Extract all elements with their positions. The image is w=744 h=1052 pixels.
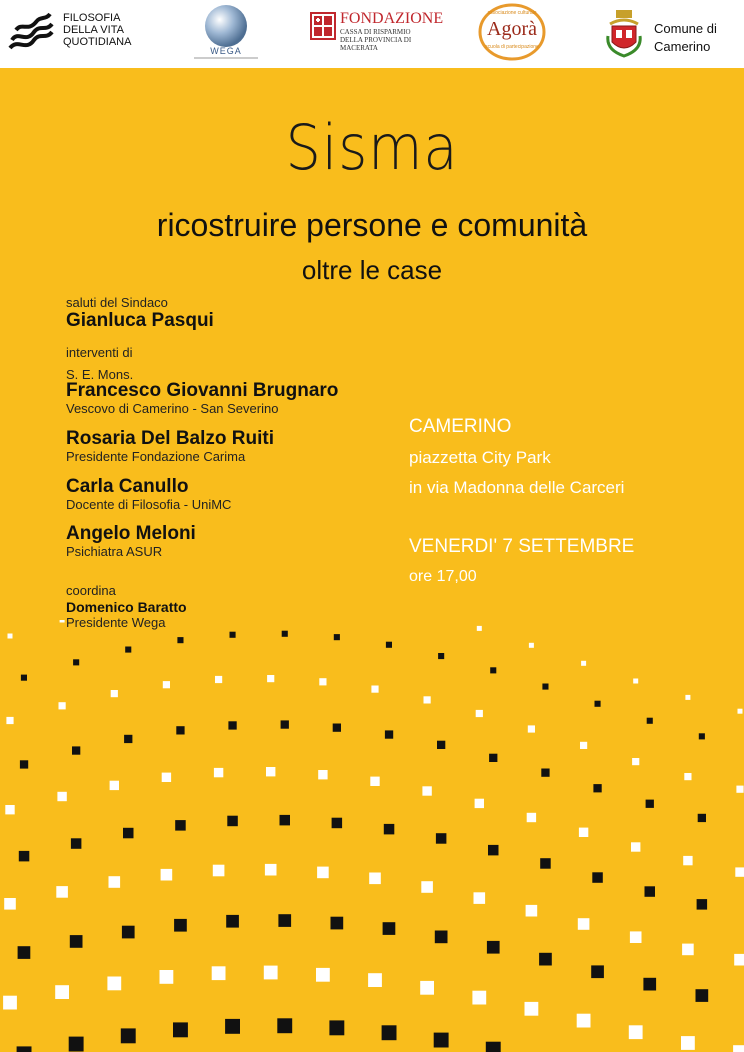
wave-dot (383, 922, 396, 935)
wave-dot (472, 991, 486, 1005)
wave-dot (21, 675, 27, 681)
wave-dot (6, 717, 13, 724)
wave-dot (264, 966, 278, 980)
wave-dot (334, 634, 340, 640)
wave-dot (317, 867, 329, 879)
wave-dot (386, 642, 392, 648)
comune-logo (604, 6, 734, 62)
wave-dot (683, 856, 692, 865)
wave-dot (591, 965, 604, 978)
wave-dot (422, 786, 431, 795)
wave-dot (72, 746, 80, 754)
coordina-name: Domenico Baratto (66, 599, 187, 615)
agora-top: associazione culturale (487, 10, 537, 16)
wave-dot (267, 675, 274, 682)
wave-dot (55, 985, 69, 999)
wave-dot (382, 1025, 397, 1040)
wave-dot (123, 828, 134, 839)
wave-dot (230, 632, 236, 638)
speaker2-name: Rosaria Del Balzo Ruiti (66, 428, 274, 449)
wave-dot (73, 659, 79, 665)
wave-dot (593, 784, 601, 792)
wave-dot (278, 914, 291, 927)
wave-dot (541, 769, 549, 777)
wave-dot (696, 989, 709, 1002)
wave-dot (161, 869, 173, 881)
wave-dot (421, 881, 433, 893)
wave-dot (733, 1045, 744, 1052)
wave-dot (643, 978, 656, 991)
wave-dot (125, 647, 131, 653)
wave-dot (646, 800, 654, 808)
wave-dot (5, 805, 14, 814)
wave-dot (316, 968, 330, 982)
wave-dot (213, 865, 225, 877)
wave-dot (630, 931, 642, 943)
fondazione-title: FONDAZIONE (340, 10, 444, 27)
wave-dot (632, 758, 639, 765)
wave-dot (528, 725, 535, 732)
event-date: VENERDI' 7 SETTEMBRE (409, 536, 635, 557)
wave-dot (18, 946, 31, 959)
wave-dot (226, 915, 239, 928)
wave-dot (540, 858, 551, 869)
speaker3-role: Docente di Filosofia - UniMC (66, 497, 232, 512)
wave-dot (629, 1025, 643, 1039)
wave-dot (110, 781, 119, 790)
wave-dot (111, 690, 118, 697)
saluti-label: saluti del Sindaco (66, 295, 168, 310)
speaker2-role: Presidente Fondazione Carima (66, 449, 246, 464)
wave-dot (121, 1028, 136, 1043)
wave-dot (3, 996, 17, 1010)
wave-dot (319, 678, 326, 685)
fondazione-sub2: DELLA PROVINCIA DI MACERATA (340, 36, 412, 52)
wave-dot (265, 864, 277, 876)
wega-logo (186, 2, 266, 64)
wave-dot (581, 661, 586, 666)
wave-dot (56, 886, 68, 898)
wave-dot (698, 814, 706, 822)
wave-dot (280, 815, 291, 826)
speaker1-name: Francesco Giovanni Brugnaro (66, 380, 339, 401)
wave-dot (369, 873, 381, 885)
wave-dot (277, 1018, 292, 1033)
wave-dot (17, 1046, 32, 1052)
wave-dot (124, 735, 132, 743)
wave-dot (329, 1020, 344, 1035)
coordina-role: Presidente Wega (66, 615, 166, 630)
wave-dot (682, 944, 694, 956)
logo1-line2: DELLA VITA (63, 24, 124, 36)
speaker1-prefix: S. E. Mons. (66, 367, 134, 382)
decorative-dot-wave (0, 620, 744, 1052)
wave-dot (162, 773, 171, 782)
wave-dot (122, 926, 135, 939)
wave-dot (384, 824, 395, 835)
wave-dot (69, 1037, 84, 1052)
wave-dot (173, 1022, 188, 1037)
event-title: Sisma (285, 111, 459, 184)
wave-dot (4, 898, 16, 910)
wave-dot (437, 741, 445, 749)
wave-dot (163, 681, 170, 688)
logo1-line1: FILOSOFIA (63, 12, 121, 24)
wave-dot (215, 676, 222, 683)
wave-dot (368, 973, 382, 987)
wave-dot (486, 1042, 501, 1052)
agora-logo (476, 2, 548, 64)
wave-dot (436, 833, 447, 844)
wave-dot (697, 899, 708, 910)
agora-bottom: scuola di partecipazione (485, 44, 539, 50)
wave-dot (333, 724, 341, 732)
wave-dot (580, 742, 587, 749)
event-city: CAMERINO (409, 416, 512, 437)
wave-dot (385, 730, 393, 738)
wave-dot (647, 718, 653, 724)
wave-dot (70, 935, 83, 948)
wave-dot (331, 917, 344, 930)
wave-dot (542, 684, 548, 690)
wave-dot (175, 820, 186, 831)
wave-dot (633, 679, 638, 684)
wave-dot (107, 977, 121, 991)
wave-dot (477, 626, 482, 631)
wave-dot (370, 777, 379, 786)
wave-dot (176, 726, 184, 734)
wave-dot (212, 966, 226, 980)
wave-dot (474, 892, 486, 904)
logo-header (0, 0, 744, 68)
wega-text: WEGA (210, 46, 242, 56)
wave-dot (595, 701, 601, 707)
fondazione-emblem-icon (310, 12, 336, 40)
wave-dot (438, 653, 444, 659)
wave-dot (332, 818, 343, 829)
event-time: ore 17,00 (409, 568, 477, 585)
wave-dot (420, 981, 434, 995)
saluti-name: Gianluca Pasqui (66, 310, 214, 331)
wave-dot (578, 918, 590, 930)
wave-dot (526, 905, 538, 917)
wave-dot (476, 710, 483, 717)
wave-dot (699, 733, 705, 739)
agora-text: Agorà (487, 18, 537, 40)
wave-dot (177, 637, 183, 643)
event-subtitle-secondary: oltre le case (301, 255, 443, 285)
logo1-line3: QUOTIDIANA (63, 36, 132, 48)
wave-dot (214, 768, 223, 777)
wave-dot (109, 876, 121, 888)
wave-dot (487, 941, 500, 954)
wave-dot (434, 1033, 449, 1048)
wave-dot (435, 931, 448, 944)
wave-dot (490, 667, 496, 673)
wave-dot (225, 1019, 240, 1034)
wave-dot (282, 631, 288, 637)
coordina-label: coordina (66, 583, 116, 598)
wave-dot (174, 919, 187, 932)
wave-dot (735, 867, 744, 876)
wave-dot (684, 773, 691, 780)
wave-dot (19, 851, 30, 862)
wave-dot (57, 792, 66, 801)
wave-dot (424, 696, 431, 703)
wave-dot (525, 1002, 539, 1016)
filosofia-wave-icon (8, 10, 54, 54)
wave-dot (71, 838, 82, 849)
wave-dot (20, 760, 28, 768)
wave-dot (160, 970, 174, 984)
wave-dot (489, 754, 497, 762)
comune-crest-icon (604, 6, 644, 60)
speaker1-role: Vescovo di Camerino - San Severino (66, 401, 279, 416)
fondazione-logo (310, 10, 450, 56)
event-subtitle: ricostruire persone e comunità (156, 207, 588, 243)
event-place-1: piazzetta City Park (409, 448, 551, 467)
wave-dot (592, 872, 603, 883)
wave-dot (371, 686, 378, 693)
wave-dot (228, 721, 236, 729)
speaker3-name: Carla Canullo (66, 476, 189, 497)
interventi-label: interventi di (66, 345, 133, 360)
wave-dot (539, 953, 552, 966)
wave-dot (529, 643, 534, 648)
wave-dot (318, 770, 327, 779)
wave-dot (685, 695, 690, 700)
wave-dot (579, 828, 588, 837)
wave-dot (645, 886, 656, 897)
wave-dot (475, 799, 484, 808)
wave-dot (227, 816, 238, 827)
wave-dot (681, 1036, 695, 1050)
wave-dot (738, 709, 743, 714)
comune-line1: Comune di (654, 21, 717, 36)
wave-dot (736, 786, 743, 793)
wave-dot (281, 720, 289, 728)
wave-dot (577, 1014, 591, 1028)
wave-dot (631, 842, 640, 851)
speaker4-name: Angelo Meloni (66, 523, 196, 544)
event-place-2: in via Madonna delle Carceri (409, 478, 625, 497)
speaker4-role: Psichiatra ASUR (66, 544, 163, 559)
wave-dot (60, 620, 65, 623)
filosofia-logo (8, 8, 148, 58)
comune-line2: Camerino (654, 39, 711, 54)
wave-dot (488, 845, 499, 856)
wave-dot (527, 813, 536, 822)
wave-dot (266, 767, 275, 776)
wave-dot (8, 634, 13, 639)
wave-dot (59, 702, 66, 709)
wave-dot (734, 954, 744, 966)
fondazione-sub1: CASSA DI RISPARMIO (340, 28, 411, 36)
